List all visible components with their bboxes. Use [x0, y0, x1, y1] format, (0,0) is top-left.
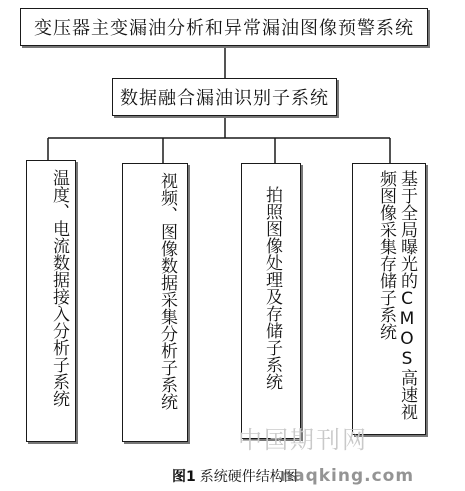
subsystem-label-2: 视频、图像数据采集分析子系统 — [157, 172, 177, 410]
watermark-url: naqking.com — [280, 466, 415, 486]
subsystem-box-1 — [26, 160, 76, 442]
middle-label: 数据融合漏油识别子系统 — [120, 88, 329, 109]
subsystem-box-4 — [352, 163, 426, 435]
top-title-box — [20, 8, 428, 46]
subsystem-label-4: 基于全局曝光的CMOS高速视频图像采集存储子系统 — [376, 170, 417, 420]
middle-box — [112, 78, 337, 116]
subsystem-label-1: 温度、电流数据接入分析子系统 — [49, 169, 69, 407]
subsystem-box-3 — [241, 163, 301, 439]
top-title: 变压器主变漏油分析和异常漏油图像预警系统 — [34, 18, 414, 39]
subsystem-box-2 — [122, 163, 188, 442]
watermark-text: 中国期刊网 — [238, 426, 368, 454]
subsystem-label-3: 拍照图像处理及存储子系统 — [262, 186, 282, 390]
figure-caption-text: 系统硬件结构图 — [199, 469, 298, 485]
figure-number: 图1 — [172, 469, 196, 485]
